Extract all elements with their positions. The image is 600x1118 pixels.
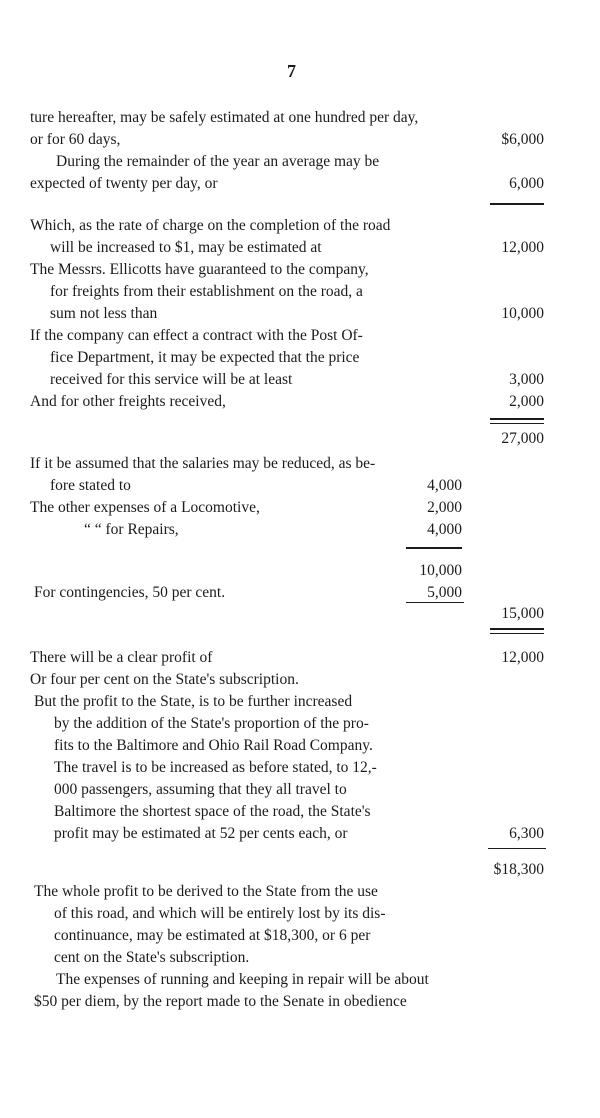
- text-line: [0, 859, 600, 881]
- line-text: The Messrs. Ellicotts have guaranteed to the company,: [30, 261, 369, 278]
- line-text: For contingencies, 50 per cent.: [34, 584, 226, 601]
- text-line: [0, 259, 600, 281]
- text-line: [0, 603, 600, 625]
- line-text: fore stated to: [50, 477, 131, 494]
- text-line: [0, 647, 600, 669]
- text-line: [0, 237, 600, 259]
- text-line: [0, 903, 600, 925]
- line-text: The other expenses of a Locomotive,: [30, 499, 260, 516]
- text-line: [0, 475, 600, 497]
- line-text: If it be assumed that the salaries may be reduced, as be-: [30, 455, 376, 472]
- amount-value: 27,000: [501, 430, 544, 447]
- sum-rule: [406, 547, 462, 549]
- text-line: [0, 303, 600, 325]
- sum-rule: [490, 418, 544, 420]
- amount-value: $6,000: [501, 131, 544, 148]
- line-text: received for this service will be at least: [50, 371, 293, 388]
- line-text: The expenses of running and keeping in repair will be about: [56, 971, 429, 988]
- text-line: [0, 779, 600, 801]
- line-text: or for 60 days,: [30, 131, 121, 148]
- text-line: [0, 519, 600, 541]
- line-text: The whole profit to be derived to the State from the use: [34, 883, 378, 900]
- line-text: There will be a clear profit of: [30, 649, 213, 666]
- line-text: 000 passengers, assuming that they all travel to: [54, 781, 347, 798]
- subtotal-amount: 10,000: [419, 562, 462, 579]
- amount-value: 3,000: [509, 371, 544, 388]
- text-line: [0, 582, 600, 604]
- text-line: [0, 347, 600, 369]
- text-line: [0, 151, 600, 173]
- text-line: [0, 107, 600, 129]
- text-line: [0, 129, 600, 151]
- line-text: But the profit to the State, is to be further increased: [34, 693, 353, 710]
- line-text: The travel is to be increased as before stated, to 12,-: [54, 759, 377, 776]
- text-line: [0, 281, 600, 303]
- text-line: [0, 428, 600, 450]
- amount-value: 6,000: [509, 175, 544, 192]
- text-line: [0, 823, 600, 845]
- text-line: [0, 881, 600, 903]
- subtotal-amount: 5,000: [427, 584, 462, 601]
- text-line: [0, 757, 600, 779]
- text-line: [0, 947, 600, 969]
- text-line: [0, 713, 600, 735]
- line-text: fits to the Baltimore and Ohio Rail Road Company.: [54, 737, 373, 754]
- text-line: [0, 215, 600, 237]
- line-text: Which, as the rate of charge on the completion of the road: [30, 217, 391, 234]
- amount-value: $18,300: [493, 861, 544, 878]
- line-text: ture hereafter, may be safely estimated at one hundred per day,: [30, 109, 419, 126]
- text-line: [0, 991, 600, 1013]
- subtotal-amount: 4,000: [427, 477, 462, 494]
- line-text: Baltimore the shortest space of the road, the State's: [54, 803, 371, 820]
- line-text: Or four per cent on the State's subscription.: [30, 671, 299, 688]
- line-text: by the addition of the State's proportion of the pro-: [54, 715, 369, 732]
- text-line: [0, 691, 600, 713]
- text-line: [0, 497, 600, 519]
- text-line: [0, 325, 600, 347]
- line-text: of this road, and which will be entirely lost by its dis-: [54, 905, 386, 922]
- line-text: sum not less than: [50, 305, 158, 322]
- sum-rule: [490, 633, 544, 634]
- line-text: If the company can effect a contract with the Post Of-: [30, 327, 363, 344]
- sum-rule: [488, 848, 546, 849]
- text-line: [0, 669, 600, 691]
- text-line: [0, 453, 600, 475]
- sum-rule: [490, 628, 544, 630]
- text-line: [0, 735, 600, 757]
- line-text: continuance, may be estimated at $18,300, or 6 per: [54, 927, 371, 944]
- amount-value: 10,000: [501, 305, 544, 322]
- text-line: [0, 369, 600, 391]
- amount-value: 12,000: [501, 649, 544, 666]
- line-text: “ “ for Repairs,: [84, 521, 179, 538]
- text-line: [0, 560, 600, 582]
- text-line: [0, 391, 600, 413]
- line-text: profit may be estimated at 52 per cents each, or: [54, 825, 348, 842]
- sum-rule: [490, 423, 544, 424]
- sum-rule: [406, 602, 464, 603]
- line-text: cent on the State's subscription.: [54, 949, 250, 966]
- line-text: And for other freights received,: [30, 393, 226, 410]
- text-line: [0, 969, 600, 991]
- amount-value: 15,000: [501, 605, 544, 622]
- amount-value: 2,000: [509, 393, 544, 410]
- line-text: $50 per diem, by the report made to the Senate in obedience: [34, 993, 407, 1010]
- text-line: [0, 173, 600, 195]
- line-text: expected of twenty per day, or: [30, 175, 218, 192]
- subtotal-amount: 4,000: [427, 521, 462, 538]
- line-text: During the remainder of the year an average may be: [56, 153, 380, 170]
- line-text: fice Department, it may be expected that the price: [50, 349, 360, 366]
- text-line: [0, 925, 600, 947]
- line-text: will be increased to $1, may be estimated at: [50, 239, 322, 256]
- subtotal-amount: 2,000: [427, 499, 462, 516]
- amount-value: 12,000: [501, 239, 544, 256]
- text-line: [0, 801, 600, 823]
- line-text: for freights from their establishment on the road, a: [50, 283, 363, 300]
- amount-value: 6,300: [509, 825, 544, 842]
- page-number: 7: [287, 61, 296, 81]
- sum-rule: [490, 203, 544, 205]
